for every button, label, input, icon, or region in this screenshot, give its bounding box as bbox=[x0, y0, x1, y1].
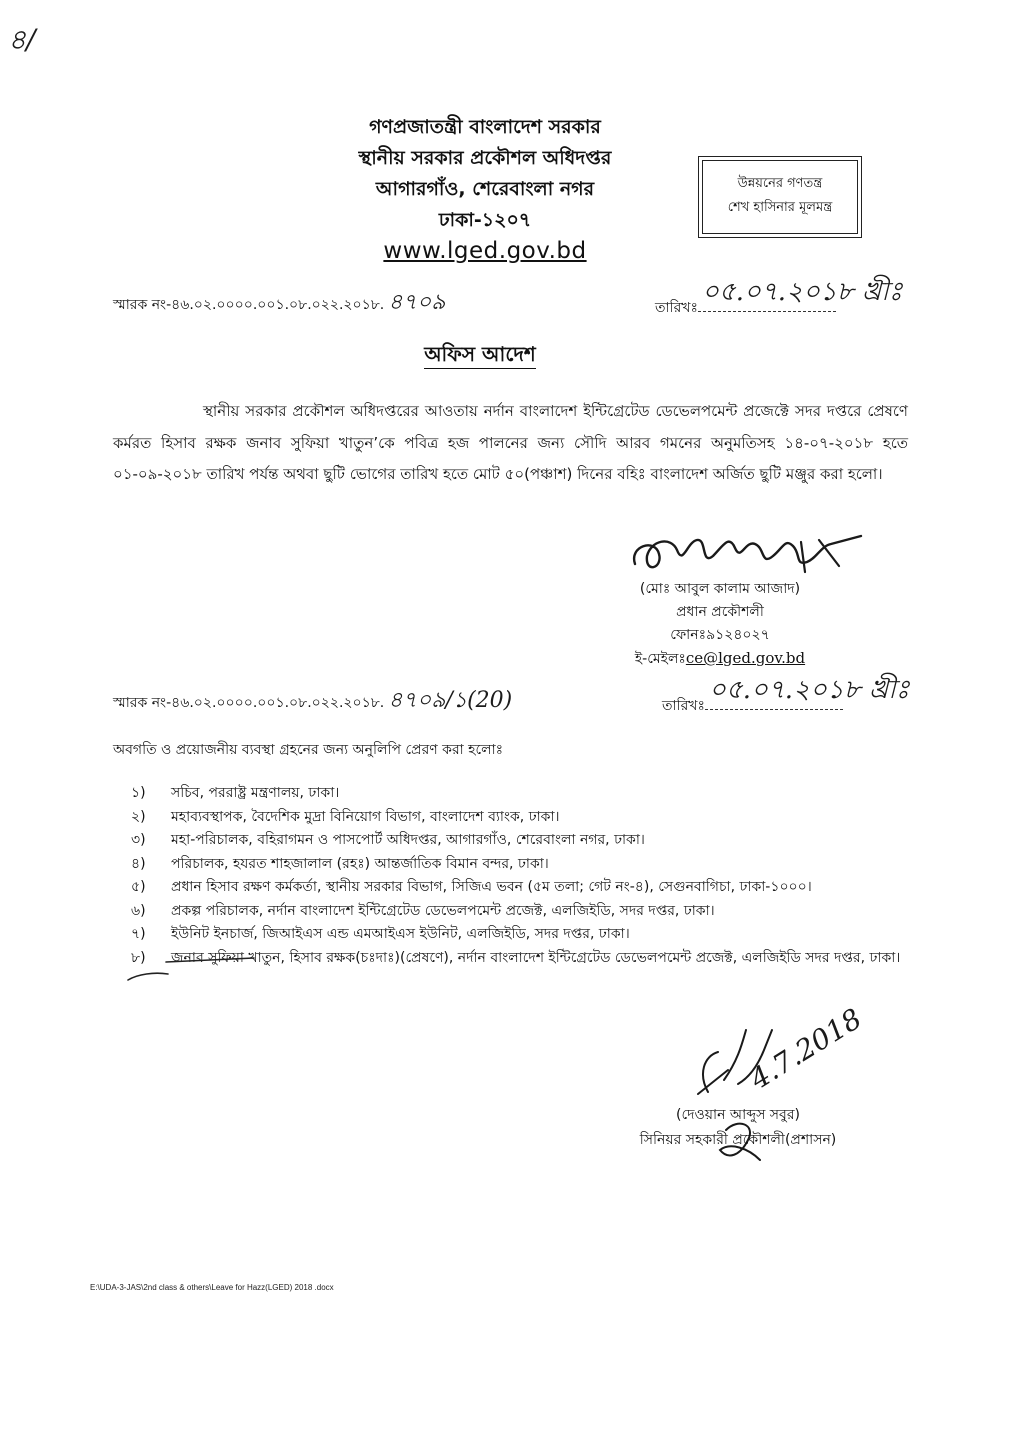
list-item-text: মহা-পরিচালক, বহিরাগমন ও পাসপোর্ট অধিদপ্তর, আগারগাঁও, শেরেবাংলা নগর, ঢাকা। bbox=[171, 832, 645, 848]
order-body: স্থানীয় সরকার প্রকৌশল অধিদপ্তরের আওতায় নর্দান বাংলাদেশ ইন্টিগ্রেটেড ডেভেলপমেন্ট প্রজেক্টে সদর দপ্তরে প্রেষণে কর্মরত হিসাব রক্ষক জনাব সুফিয়া খাতুন’কে পবিত্র হজ পালনের জন্য সৌদি আরব গমনের অনুমতিসহ ১৪-০৭-২০১৮ হতে ০১-০৯-২০১৮ তারিখ পর্যন্ত অথবা ছুটি ভোগের তারিখ হতে মোট ৫০(পঞ্চাশ) দিনের বহিঃ বাংলাদেশ অর্জিত ছুটি মঞ্জুর করা হলো। bbox=[113, 402, 908, 483]
list-item-number: ৪) bbox=[131, 855, 146, 872]
order-title-text: অফিস আদেশ bbox=[424, 342, 536, 369]
date-label: তারিখঃ bbox=[655, 300, 698, 316]
memo-date-2 bbox=[662, 675, 910, 718]
list-item-text: পরিচালক, হযরত শাহজালাল (রহঃ) আন্তর্জাতিক বিমান বন্দর, ঢাকা। bbox=[171, 855, 549, 872]
memo-number-text: স্মারক নং-৪৬.০২.০০০০.০০১.০৮.০২২.২০১৮. bbox=[113, 297, 385, 313]
phone-value: ৯১২৪০২৭ bbox=[706, 627, 770, 643]
recipient-list bbox=[113, 782, 903, 970]
list-item-text: প্রধান হিসাব রক্ষণ কর্মকর্তা, স্থানীয় সরকার বিভাগ, সিজিএ ভবন (৫ম তলা; গেট নং-৪), সেগুনবাগিচা, ঢাকা-১০০০। bbox=[171, 879, 812, 895]
date-handwritten: ০৫.০৭.২০১৮ খ্রীঃ bbox=[701, 277, 903, 307]
list-item-text: মহাব্যবস্থাপক, বৈদেশিক মুদ্রা বিনিয়োগ বিভাগ, বাংলাদেশ ব্যাংক, ঢাকা। bbox=[171, 808, 560, 825]
phone-label: ফোনঃ bbox=[670, 627, 707, 643]
list-item-number: ৬) bbox=[131, 902, 146, 919]
signatory-email bbox=[600, 647, 840, 671]
signature-senior-engineer bbox=[668, 1000, 888, 1180]
signatory-block-2 bbox=[618, 1103, 858, 1153]
signatory-designation: প্রধান প্রকৌশলী bbox=[676, 604, 764, 620]
memo-number-handwritten: ৪৭০৯ bbox=[388, 290, 446, 315]
list-item-text: ইউনিট ইনচার্জ, জিআইএস এন্ড এমআইএস ইউনিট, এলজিইডি, সদর দপ্তর, ঢাকা। bbox=[171, 926, 630, 942]
date-field bbox=[698, 277, 903, 312]
list-item-text: সচিব, পররাষ্ট্র মন্ত্রণালয়, ঢাকা। bbox=[171, 785, 340, 801]
list-item bbox=[113, 900, 903, 924]
memo-date-1 bbox=[655, 277, 903, 320]
list-item bbox=[113, 923, 903, 947]
list-item-number: ৩) bbox=[131, 832, 146, 848]
list-item-number: ৮) bbox=[131, 949, 146, 966]
list-item-number: ৭) bbox=[131, 926, 146, 942]
date-handwritten: ০৫.০৭.২০১৮ খ্রীঃ bbox=[708, 675, 910, 705]
date-label: তারিখঃ bbox=[662, 698, 705, 714]
signatory-block-1 bbox=[600, 578, 840, 671]
signatory-name: (মোঃ আবুল কালাম আজাদ) bbox=[639, 581, 801, 597]
signatory-name: (দেওয়ান আব্দুস সবুর) bbox=[676, 1107, 800, 1123]
signature-date-handwritten: 4.7.2018 bbox=[744, 1001, 868, 1096]
list-item bbox=[113, 853, 903, 877]
list-item-number: ২) bbox=[131, 808, 146, 825]
list-item bbox=[113, 829, 903, 853]
header-address: আগারগাঁও, শেরেবাংলা নগর bbox=[375, 178, 595, 200]
date-field bbox=[705, 675, 910, 710]
memo-number-handwritten: ৪৭০৯/১(20) bbox=[388, 688, 513, 713]
signature-chief-engineer bbox=[625, 526, 865, 586]
email-link[interactable]: ce@lged.gov.bd bbox=[685, 649, 806, 667]
motto-line-2: শেখ হাসিনার মূলমন্ত্র bbox=[727, 200, 833, 215]
copy-distribution-intro: অবগতি ও প্রয়োজনীয় ব্যবস্থা গ্রহনের জন্য অনুলিপি প্রেরণ করা হলোঃ bbox=[113, 742, 504, 758]
handwritten-annotation-mark bbox=[118, 950, 258, 990]
motto-box bbox=[702, 160, 858, 234]
header-department: স্থানীয় সরকার প্রকৌশল অধিদপ্তর bbox=[358, 147, 612, 169]
order-title bbox=[0, 340, 960, 373]
memo-number-1 bbox=[113, 285, 445, 322]
list-item-text: প্রকল্প পরিচালক, নর্দান বাংলাদেশ ইন্টিগ্রেটেড ডেভেলপমেন্ট প্রজেক্ট, এলজিইডি, সদর দপ্তর, ঢাকা। bbox=[171, 902, 715, 919]
memo-number-text: স্মারক নং-৪৬.০২.০০০০.০০১.০৮.০২২.২০১৮. bbox=[113, 695, 385, 711]
file-path-footer: E:\UDA-3-JAS\2nd class & others\Leave for Hazz(LGED) 2018 .docx bbox=[90, 1283, 334, 1292]
email-label: ই-মেইলঃ bbox=[634, 651, 686, 667]
header-website-link[interactable]: www.lged.gov.bd bbox=[383, 238, 587, 264]
list-item bbox=[113, 806, 903, 830]
memo-number-2 bbox=[113, 683, 512, 720]
motto-line-1: উন্নয়নের গণতন্ত্র bbox=[737, 176, 823, 191]
list-item bbox=[113, 782, 903, 806]
list-item-number: ১) bbox=[131, 785, 146, 801]
header-govt: গণপ্রজাতন্ত্রী বাংলাদেশ সরকার bbox=[369, 116, 601, 138]
header-city: ঢাকা-১২০৭ bbox=[438, 209, 532, 231]
list-item-text: জনাব সুফিয়া খাতুন, হিসাব রক্ষক(চঃদাঃ)(প্রেষণে), নর্দান বাংলাদেশ ইন্টিগ্রেটেড ডেভেলপমেন্ট প্রজেক্ট, এলজিইডি সদর দপ্তর, ঢাকা। bbox=[171, 949, 901, 966]
margin-note-handwritten: ৪/ bbox=[8, 23, 36, 56]
signatory-designation: সিনিয়র সহকারী প্রকৌশলী(প্রশাসন) bbox=[639, 1132, 837, 1148]
list-item-number: ৫) bbox=[131, 879, 146, 895]
list-item bbox=[113, 876, 903, 900]
signatory-phone bbox=[600, 624, 840, 647]
